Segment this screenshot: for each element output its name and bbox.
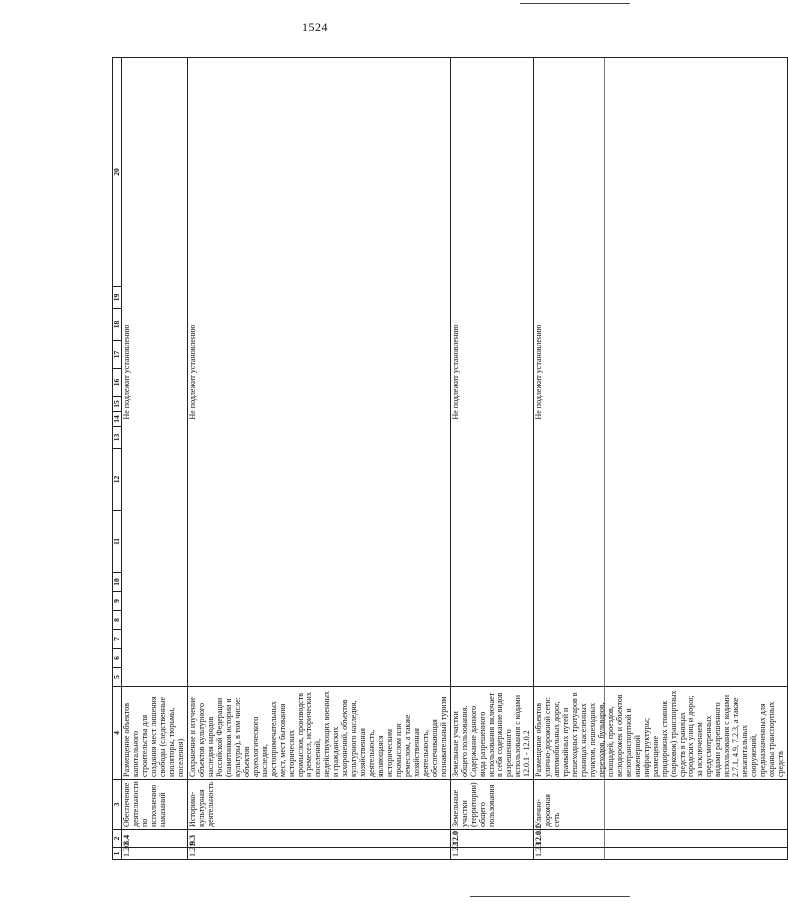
page-number: 1524 xyxy=(302,20,328,34)
row-code: 9.3 xyxy=(188,830,451,848)
top-rule xyxy=(520,3,630,4)
header-cell: 19 xyxy=(113,287,122,309)
header-cell: 20 xyxy=(113,58,122,287)
header-cell: 15 xyxy=(113,397,122,412)
row-number: 1.23 xyxy=(534,848,788,860)
row-number: 1.21 xyxy=(188,848,451,860)
table-row xyxy=(534,58,788,860)
rotated-table-wrapper xyxy=(112,58,786,860)
row-name: Земельные участки (территории) общего пользования xyxy=(450,780,534,830)
table-row xyxy=(450,58,534,860)
row-note: Не подлежит установлению xyxy=(122,324,132,420)
header-cell: 6 xyxy=(113,649,122,668)
row-note: Не подлежит установлению xyxy=(534,324,544,420)
bottom-rule xyxy=(470,896,630,897)
header-cell: 16 xyxy=(113,369,122,397)
header-cell: 14 xyxy=(113,412,122,427)
header-cell: 7 xyxy=(113,630,122,649)
row-note-cell xyxy=(534,58,788,687)
header-cell: 1 xyxy=(113,848,122,860)
row-description: Земельные участки общего пользования. Содержание данного вида разрешенного использования включает в себя содержание видов разрешенного использования с кодами 12.0.1 - 12.0.2 xyxy=(450,687,534,780)
header-cell: 4 xyxy=(113,687,122,780)
row-number: 1.22 xyxy=(450,848,534,860)
row-name: Историко-культурная деятельность xyxy=(188,780,451,830)
table-row xyxy=(122,58,188,860)
row-note-cell xyxy=(122,58,188,687)
row-description: Размещение объектов улично-дорожной сети: автомобильных дорог, трамвайных путей и пешеходных тротуаров в границах населенных пунктов, пешеходных переходов, бульваров, площадей, проездов, велодорожек и объектов велотранспортной и инженерной инфраструктуры; размещение придорожных стоянок (парковок) транспортных средств в границах городских улиц и дорог, за исключением предусмотренных видами разрешенного использования с кодами 2.7.1, 4.9, 7.2.3, а также некапитальных сооружений, предназначенных для охраны транспортных средств xyxy=(534,687,788,780)
zoning-table xyxy=(112,57,788,860)
header-cell: 9 xyxy=(113,592,122,611)
row-note: Не подлежит установлению xyxy=(450,324,460,420)
header-cell: 3 xyxy=(113,780,122,830)
header-cell: 17 xyxy=(113,341,122,369)
header-cell: 13 xyxy=(113,427,122,449)
header-cell: 8 xyxy=(113,611,122,630)
header-row xyxy=(113,58,122,860)
row-code: 8.4 xyxy=(122,830,188,848)
row-description: Размещение объектов капитального строительства для создания мест лишения свободы (следственные изоляторы, тюрьмы, поселения) xyxy=(122,687,188,780)
row-code: 12.0 xyxy=(450,830,534,848)
row-note-cell xyxy=(450,58,534,687)
row-name: Обеспечение деятельности по исполнению наказаний xyxy=(122,780,188,830)
header-cell: 12 xyxy=(113,449,122,511)
header-cell: 2 xyxy=(113,830,122,848)
row-number: 1.20 xyxy=(122,848,188,860)
row-code: 12.0.1 xyxy=(534,830,788,848)
header-cell: 11 xyxy=(113,511,122,573)
header-cell: 10 xyxy=(113,573,122,592)
row-description: Сохранение и изучение объектов культурного наследия народов Российской Федерации (памятников истории и культуры), в том числе: объектов археологического наследия, достопримечательных мест, мест бытования исторических промыслов, производств и ремесел, исторических поселений, недействующих военных и гражданских захоронений, объектов культурного наследия, хозяйственная деятельность, являющаяся историческим промыслом или ремеслом, а также хозяйственная деятельность, обеспечивающая познавательный туризм xyxy=(188,687,451,780)
row-name: Улично-дорожная сеть xyxy=(534,780,788,830)
row-note-cell xyxy=(188,58,451,687)
row-note: Не подлежит установлению xyxy=(188,324,198,420)
header-cell: 18 xyxy=(113,309,122,341)
table-row xyxy=(188,58,451,860)
header-cell: 5 xyxy=(113,668,122,687)
